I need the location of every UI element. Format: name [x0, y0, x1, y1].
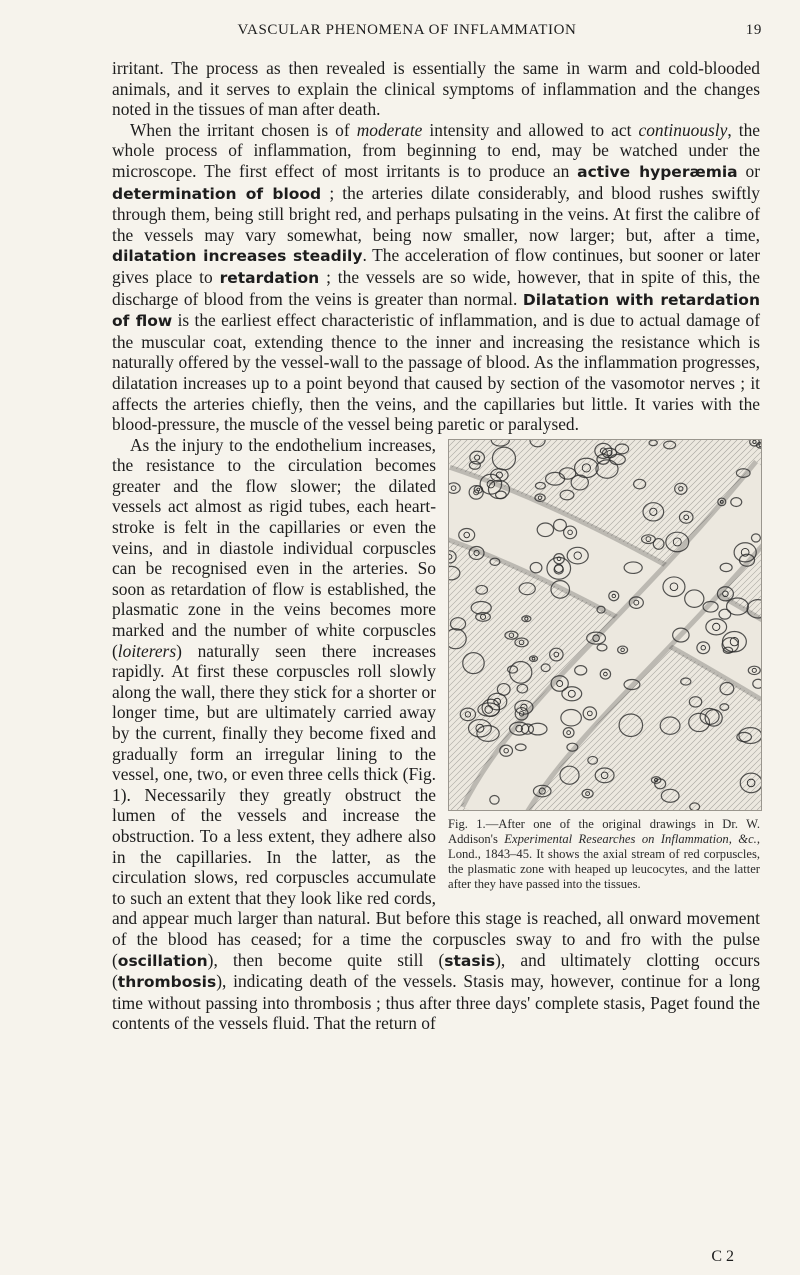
text-run: ), and ultimately clotting occurs ( — [112, 949, 760, 992]
corpuscle-nucleus — [448, 554, 452, 559]
corpuscle — [615, 444, 628, 454]
corpuscle-nucleus — [554, 652, 559, 657]
corpuscle-nucleus — [525, 617, 528, 620]
paragraph-2 — [112, 120, 760, 435]
corpuscle — [681, 678, 691, 685]
corpuscle — [535, 482, 545, 489]
corpuscle — [634, 479, 646, 489]
corpuscle — [448, 628, 466, 648]
text-run: is the earliest effect characteristic of inflammation, and is due to actual damage of the muscular coat, extending thence to the inner and increasing the resistance which is naturally offered by the vessel-wall to the passage of blood. As the inflammation progresses, dilatation increases up to a point beyond that caused by section of the vasomotor nerves ; it affects the arteries chiefly, then the veins, and the capillaries but little. It varies with the blood-pressure, the muscle of the vessel being paretic or paralysed. — [112, 310, 760, 435]
text-run: When the irritant chosen is of — [130, 119, 357, 140]
corpuscle — [740, 773, 762, 793]
body-text — [112, 58, 760, 1034]
emphasis-continuously: continuously — [638, 119, 728, 140]
caption-italic-title: Experimental Researches on Inflammation, &c. — [504, 831, 757, 846]
corpuscle — [660, 717, 680, 734]
text-run: ), indicating death of the vessels. Stasis may, however, continue for a long time without passing into thrombosis ; thus after three days' complete stasis, Paget found the contents of the vessels fluid. That the return of — [112, 971, 760, 1034]
corpuscle-nucleus — [684, 515, 689, 520]
term-thrombosis: thrombosis — [117, 973, 217, 992]
corpuscle-nucleus — [519, 640, 524, 645]
term-oscillation: oscillation — [117, 951, 208, 970]
caption-text: , Lond., 1843–45. It shows the axial stream of red corpuscles, the plasmatic zone with heaped up leucocytes, and the latter after they have passed into the tissues. — [448, 831, 760, 891]
signature-mark: C 2 — [711, 1248, 734, 1265]
corpuscle-nucleus — [496, 472, 502, 478]
term-determination-of-blood: determination of blood — [112, 184, 322, 203]
term-active-hyperaemia: active hyperæmia — [577, 162, 738, 181]
corpuscle — [508, 666, 518, 673]
text-run: , the whole process of inflammation, from beginning to end, may be watched under the microscope. The first effect of most irritants is to produce an — [112, 119, 760, 181]
corpuscle — [739, 727, 762, 743]
corpuscle-nucleus — [759, 443, 762, 446]
running-head — [112, 22, 762, 42]
term-retardation: retardation — [219, 268, 320, 287]
corpuscle — [679, 511, 693, 523]
corpuscle-nucleus — [480, 614, 485, 619]
emphasis-loiterers: loiterers — [117, 640, 177, 661]
corpuscle — [619, 714, 642, 736]
corpuscle — [550, 648, 563, 661]
text-run: or — [737, 160, 761, 181]
figure-1 — [448, 439, 760, 892]
text-run: ; the arteries dilate considerably, and blood rushes swiftly through them, being still bright red, and perhaps pulsating in the veins. At first the calibre of the vessels may vary somewhat, being now smaller, now larger; but, after a time, — [112, 182, 760, 245]
running-title: VASCULAR PHENOMENA OF INFLAMMATION — [237, 22, 577, 38]
caption-text: Fig. 1.—After one of the original drawings in Dr. W. Addison's — [448, 816, 760, 846]
corpuscle — [588, 756, 598, 764]
text-run: ), then become quite still ( — [207, 949, 445, 970]
microscope-drawing — [448, 439, 762, 811]
text-run: As the injury to the endothelium increases, the resistance to the circulation becomes greater and the flow slower; the dilated vessels act almost as rigid tubes, each heart-stroke is felt in the capillaries or even the veins, and in diastole individual corpuscles can be recognised even in the arteries. So soon as retardation of flow is established, the plasmatic zone in the veins becomes more marked and the number of white corpuscles ( — [112, 434, 436, 661]
corpuscle-nucleus — [601, 772, 608, 779]
corpuscle — [530, 439, 545, 447]
term-dilatation-with-retardation: Dilatation with retardation of flow — [112, 290, 760, 331]
corpuscle-nucleus — [475, 455, 480, 460]
corpuscle — [492, 447, 515, 470]
corpuscle — [661, 789, 679, 802]
paragraph-1 — [112, 58, 760, 120]
corpuscle-nucleus — [532, 657, 535, 660]
corpuscle-nucleus — [465, 711, 470, 716]
term-stasis: stasis — [444, 951, 496, 970]
text-run: . The acceleration of flow continues, but sooner or later gives place to — [112, 245, 761, 287]
figure-caption — [448, 817, 760, 892]
corpuscle — [477, 725, 499, 741]
term-dilatation-increases: dilatation increases steadily — [112, 247, 363, 266]
corpuscle — [690, 803, 700, 811]
text-run: irritant. The process as then revealed is essentially the same in warm and cold-blooded animals, and it serves to explain the clinical symptoms of inflammation and the changes noted in the tissues of man after death. — [112, 58, 760, 120]
corpuscle — [519, 583, 535, 595]
text-run: ; the vessels are so wide, however, that in spite of this, the discharge of blood from the veins is greater than normal. — [112, 266, 760, 309]
page-number: 19 — [745, 22, 762, 38]
emphasis-moderate: moderate — [356, 119, 423, 140]
text-run: intensity and allowed to act — [422, 119, 639, 140]
text-run: ) naturally seen there increases rapidly. At first these corpuscles roll slowly along the wall, there they stick for a shorter or longer time, but are ultimately carried away by the current, finally they become fixed and gradually form an irregular lining to the vessel, one, two, or even three cells thick (Fig. 1). Necessarily they greatly obstruct the lumen of the vessels and increase the obstruction. To a less extent, they adhere also in the capillaries. In the latter, as the circulation slows, red corpuscles accumulate to such an extent that they look like red cords, and appear much larger than natural. But before this stage is reached, all onward movement of the blood has ceased; for a time the corpuscles sway to and fro with the pulse ( — [112, 640, 760, 970]
